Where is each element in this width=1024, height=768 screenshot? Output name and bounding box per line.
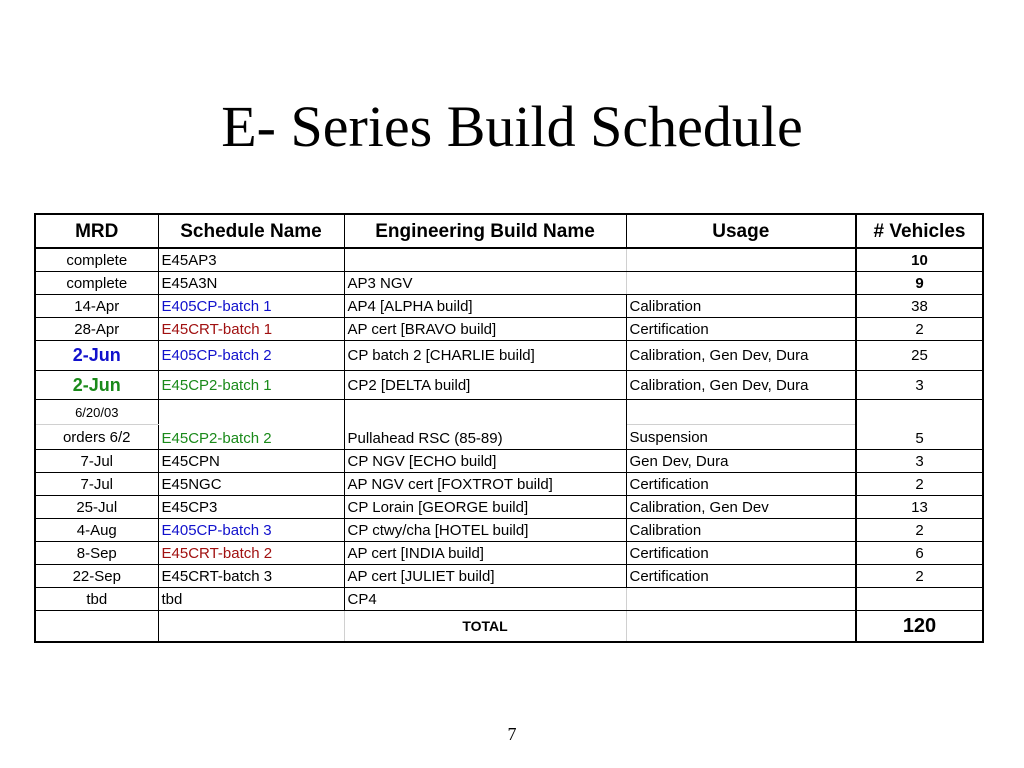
cell-schedule-name: E45CPN	[158, 450, 344, 473]
cell-total-empty	[35, 611, 158, 643]
cell-schedule-name: tbd	[158, 588, 344, 611]
table-row	[35, 473, 983, 496]
cell-engineering-build-name: CP Lorain [GEORGE build]	[344, 496, 626, 519]
cell-schedule-name: E45NGC	[158, 473, 344, 496]
cell-vehicles	[856, 588, 983, 611]
table-row	[35, 371, 983, 400]
page-number: 7	[507, 724, 517, 744]
cell-schedule-name: E45AP3	[158, 248, 344, 272]
cell-usage: Calibration	[626, 295, 856, 318]
cell-usage: Gen Dev, Dura	[626, 450, 856, 473]
slide-title: E- Series Build Schedule	[221, 94, 803, 159]
table-row	[35, 318, 983, 341]
cell-mrd: 2-Jun	[35, 341, 158, 371]
cell-engineering-build-name: AP cert [JULIET build]	[344, 565, 626, 588]
cell-usage	[626, 248, 856, 272]
cell-mrd-sub: orders 6/2	[35, 425, 158, 450]
table-row	[35, 341, 983, 371]
cell-schedule-name: E45CRT-batch 3	[158, 565, 344, 588]
cell-engineering-build-name: CP2 [DELTA build]	[344, 371, 626, 400]
cell-mrd: tbd	[35, 588, 158, 611]
table-row	[35, 496, 983, 519]
cell-vehicles: 2	[856, 318, 983, 341]
table-row	[35, 272, 983, 295]
table-row	[35, 450, 983, 473]
cell-usage: Certification	[626, 542, 856, 565]
table-header-row	[35, 214, 983, 248]
table-row	[35, 519, 983, 542]
cell-schedule-name: E45CRT-batch 1	[158, 318, 344, 341]
table-row	[35, 400, 983, 425]
cell-engineering-build-name: CP batch 2 [CHARLIE build]	[344, 341, 626, 371]
cell-schedule-name: E45CP2-batch 1	[158, 371, 344, 400]
cell-usage: Calibration, Gen Dev	[626, 496, 856, 519]
cell-usage: Calibration, Gen Dev, Dura	[626, 371, 856, 400]
table-row	[35, 588, 983, 611]
cell-mrd: 4-Aug	[35, 519, 158, 542]
cell-vehicles: 38	[856, 295, 983, 318]
cell-engineering-build-name: AP4 [ALPHA build]	[344, 295, 626, 318]
header-mrd: MRD	[35, 214, 158, 248]
cell-mrd: 7-Jul	[35, 473, 158, 496]
header-engineering-build-name: Engineering Build Name	[344, 214, 626, 248]
cell-engineering-build-name: CP ctwy/cha [HOTEL build]	[344, 519, 626, 542]
table-row	[35, 565, 983, 588]
cell-schedule-name: E45A3N	[158, 272, 344, 295]
cell-schedule-name: E405CP-batch 1	[158, 295, 344, 318]
cell-mrd: 14-Apr	[35, 295, 158, 318]
build-schedule-table	[34, 213, 984, 643]
cell-mrd: 7-Jul	[35, 450, 158, 473]
cell-engineering-build-name: CP4	[344, 588, 626, 611]
cell-mrd: 2-Jun	[35, 371, 158, 400]
table-row	[35, 295, 983, 318]
cell-vehicles: 2	[856, 565, 983, 588]
header-schedule-name: Schedule Name	[158, 214, 344, 248]
cell-vehicles: 2	[856, 473, 983, 496]
cell-usage: Certification	[626, 565, 856, 588]
cell-usage-top	[626, 400, 856, 425]
total-label: TOTAL	[344, 611, 626, 643]
cell-vehicles: 25	[856, 341, 983, 371]
table-row	[35, 248, 983, 272]
cell-mrd: 6/20/03	[35, 400, 158, 425]
cell-vehicles: 9	[856, 272, 983, 295]
cell-vehicles: 5	[856, 400, 983, 450]
cell-schedule-name: E405CP-batch 3	[158, 519, 344, 542]
cell-mrd: 8-Sep	[35, 542, 158, 565]
cell-schedule-name: E45CP3	[158, 496, 344, 519]
cell-schedule-name: E45CRT-batch 2	[158, 542, 344, 565]
cell-vehicles: 2	[856, 519, 983, 542]
cell-mrd: complete	[35, 248, 158, 272]
cell-usage	[626, 272, 856, 295]
cell-usage: Calibration	[626, 519, 856, 542]
cell-mrd: 28-Apr	[35, 318, 158, 341]
cell-total-empty	[158, 611, 344, 643]
cell-mrd: 22-Sep	[35, 565, 158, 588]
cell-mrd: 25-Jul	[35, 496, 158, 519]
cell-mrd: complete	[35, 272, 158, 295]
cell-engineering-build-name: Pullahead RSC (85-89)	[344, 400, 626, 450]
cell-engineering-build-name: AP cert [INDIA build]	[344, 542, 626, 565]
cell-usage: Certification	[626, 473, 856, 496]
cell-vehicles: 3	[856, 371, 983, 400]
cell-vehicles: 13	[856, 496, 983, 519]
cell-vehicles: 10	[856, 248, 983, 272]
cell-total-empty	[626, 611, 856, 643]
cell-engineering-build-name: CP NGV [ECHO build]	[344, 450, 626, 473]
cell-usage: Suspension	[626, 425, 856, 450]
table-row	[35, 542, 983, 565]
cell-vehicles: 6	[856, 542, 983, 565]
cell-engineering-build-name: AP NGV cert [FOXTROT build]	[344, 473, 626, 496]
cell-usage	[626, 588, 856, 611]
cell-schedule-name: E45CP2-batch 2	[158, 400, 344, 450]
total-value: 120	[856, 611, 983, 643]
header-usage: Usage	[626, 214, 856, 248]
total-row	[35, 611, 983, 643]
cell-usage: Calibration, Gen Dev, Dura	[626, 341, 856, 371]
cell-engineering-build-name: AP cert [BRAVO build]	[344, 318, 626, 341]
cell-schedule-name: E405CP-batch 2	[158, 341, 344, 371]
cell-engineering-build-name	[344, 248, 626, 272]
cell-usage: Certification	[626, 318, 856, 341]
header-vehicles: # Vehicles	[856, 214, 983, 248]
cell-engineering-build-name: AP3 NGV	[344, 272, 626, 295]
cell-vehicles: 3	[856, 450, 983, 473]
